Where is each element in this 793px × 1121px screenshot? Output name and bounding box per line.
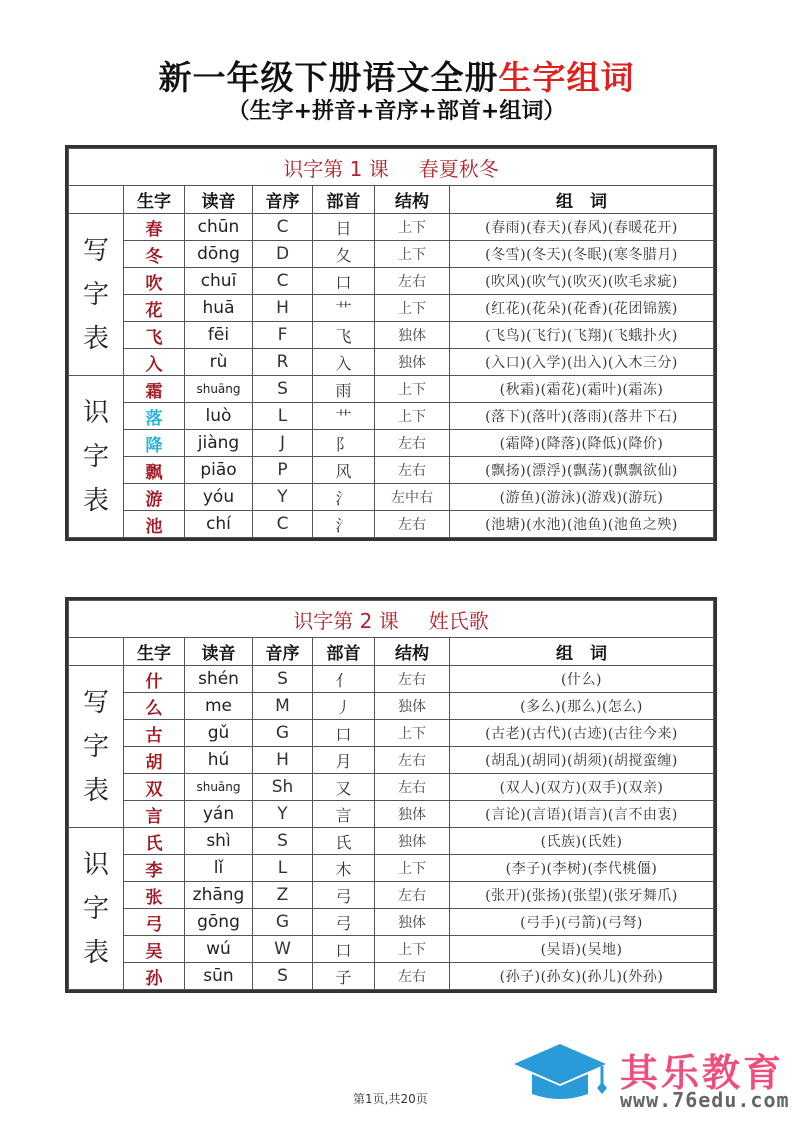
table-row <box>69 295 714 322</box>
character-cell: 吴 <box>124 936 185 963</box>
lesson-title <box>69 149 714 186</box>
table-row <box>69 457 714 484</box>
table-row <box>69 774 714 801</box>
pinyin-cell: chí <box>185 511 253 538</box>
character-cell: 什 <box>124 666 185 693</box>
table-row <box>69 376 714 403</box>
pinyin-cell: gǔ <box>185 720 253 747</box>
character-cell: 霜 <box>124 376 185 403</box>
brand-logo <box>508 1040 788 1110</box>
group-label-char: 表 <box>82 775 109 806</box>
radical-cell: 弓 <box>313 882 375 909</box>
character-cell: 李 <box>124 855 185 882</box>
radical-cell: 口 <box>313 268 375 295</box>
lesson-label: 识字第 2 课 <box>293 608 399 633</box>
sequence-cell: C <box>253 214 313 241</box>
lesson-name: 姓氏歌 <box>428 608 489 633</box>
structure-cell: 左右 <box>375 666 450 693</box>
words-cell: (落下)(落叶)(落雨)(落井下石) <box>450 403 714 430</box>
group-label-char: 字 <box>82 731 109 762</box>
structure-cell: 上下 <box>375 241 450 268</box>
sequence-cell: Y <box>253 484 313 511</box>
structure-cell: 左右 <box>375 882 450 909</box>
structure-cell: 上下 <box>375 376 450 403</box>
radical-cell: 又 <box>313 774 375 801</box>
character-cell: 冬 <box>124 241 185 268</box>
pinyin-cell: huā <box>185 295 253 322</box>
sequence-cell: Y <box>253 801 313 828</box>
sequence-cell: J <box>253 430 313 457</box>
sequence-cell: W <box>253 936 313 963</box>
column-header: 音序 <box>253 186 313 214</box>
words-cell: (氏族)(氏姓) <box>450 828 714 855</box>
group-label <box>69 828 124 990</box>
character-cell: 入 <box>124 349 185 376</box>
pinyin-cell: shuāng <box>185 774 253 801</box>
radical-cell: 言 <box>313 801 375 828</box>
group-label-char: 表 <box>82 937 109 968</box>
character-cell: 氏 <box>124 828 185 855</box>
words-cell: (游鱼)(游泳)(游戏)(游玩) <box>450 484 714 511</box>
sequence-cell: P <box>253 457 313 484</box>
column-header: 部首 <box>313 186 375 214</box>
lesson-title <box>69 601 714 638</box>
words-cell: (红花)(花朵)(花香)(花团锦簇) <box>450 295 714 322</box>
words-cell: (李子)(李树)(李代桃僵) <box>450 855 714 882</box>
sequence-cell: D <box>253 241 313 268</box>
table-row <box>69 882 714 909</box>
pinyin-cell: yán <box>185 801 253 828</box>
words-cell: (池塘)(水池)(池鱼)(池鱼之殃) <box>450 511 714 538</box>
table-row <box>69 855 714 882</box>
column-header: 音序 <box>253 638 313 666</box>
pinyin-cell: shì <box>185 828 253 855</box>
table-row <box>69 747 714 774</box>
radical-cell: 子 <box>313 963 375 990</box>
radical-cell: 氵 <box>313 484 375 511</box>
structure-cell: 左右 <box>375 268 450 295</box>
radical-cell: 雨 <box>313 376 375 403</box>
words-cell: (飞鸟)(飞行)(飞翔)(飞蛾扑火) <box>450 322 714 349</box>
group-header-blank <box>69 638 124 666</box>
radical-cell: 阝 <box>313 430 375 457</box>
sequence-cell: S <box>253 376 313 403</box>
column-header: 读音 <box>185 638 253 666</box>
table-row <box>69 430 714 457</box>
sequence-cell: C <box>253 511 313 538</box>
sequence-cell: G <box>253 909 313 936</box>
pinyin-cell: chūn <box>185 214 253 241</box>
words-cell: (言论)(言语)(语言)(言不由衷) <box>450 801 714 828</box>
words-cell: (春雨)(春天)(春风)(春暖花开) <box>450 214 714 241</box>
lesson-table <box>65 597 717 993</box>
words-cell: (多么)(那么)(怎么) <box>450 693 714 720</box>
radical-cell: 风 <box>313 457 375 484</box>
radical-cell: 弓 <box>313 909 375 936</box>
sequence-cell: S <box>253 666 313 693</box>
sequence-cell: C <box>253 268 313 295</box>
column-header: 组 词 <box>450 638 714 666</box>
column-header: 部首 <box>313 638 375 666</box>
radical-cell: 艹 <box>313 295 375 322</box>
words-cell: (张开)(张扬)(张望)(张牙舞爪) <box>450 882 714 909</box>
structure-cell: 上下 <box>375 214 450 241</box>
table-row <box>69 268 714 295</box>
structure-cell: 上下 <box>375 403 450 430</box>
lesson-label: 识字第 1 课 <box>283 156 389 181</box>
sequence-cell: L <box>253 403 313 430</box>
structure-cell: 独体 <box>375 909 450 936</box>
character-cell: 么 <box>124 693 185 720</box>
column-header: 生字 <box>124 186 185 214</box>
radical-cell: 丿 <box>313 693 375 720</box>
character-cell: 胡 <box>124 747 185 774</box>
structure-cell: 左右 <box>375 457 450 484</box>
table-row <box>69 666 714 693</box>
character-cell: 游 <box>124 484 185 511</box>
pinyin-cell: rù <box>185 349 253 376</box>
structure-cell: 独体 <box>375 693 450 720</box>
table-row <box>69 403 714 430</box>
pinyin-cell: gōng <box>185 909 253 936</box>
table-row <box>69 511 714 538</box>
structure-cell: 上下 <box>375 855 450 882</box>
radical-cell: 日 <box>313 214 375 241</box>
structure-cell: 上下 <box>375 295 450 322</box>
radical-cell: 夂 <box>313 241 375 268</box>
words-cell: (霜降)(降落)(降低)(降价) <box>450 430 714 457</box>
table-row <box>69 693 714 720</box>
words-cell: (孙子)(孙女)(孙儿)(外孙) <box>450 963 714 990</box>
group-label <box>69 214 124 376</box>
graduation-cap-icon <box>508 1040 613 1102</box>
column-header: 结构 <box>375 638 450 666</box>
group-label-char: 字 <box>82 893 109 924</box>
words-cell: (入口)(入学)(出入)(入木三分) <box>450 349 714 376</box>
lesson-name: 春夏秋冬 <box>418 156 499 181</box>
page-title-main: 新一年级下册语文全册 <box>158 58 499 97</box>
group-label-char: 写 <box>82 235 109 266</box>
radical-cell: 氏 <box>313 828 375 855</box>
words-cell: (吴语)(吴地) <box>450 936 714 963</box>
pinyin-cell: zhāng <box>185 882 253 909</box>
column-header: 生字 <box>124 638 185 666</box>
radical-cell: 月 <box>313 747 375 774</box>
character-cell: 吹 <box>124 268 185 295</box>
sequence-cell: F <box>253 322 313 349</box>
table-row <box>69 720 714 747</box>
sequence-cell: G <box>253 720 313 747</box>
words-cell: (吹风)(吹气)(吹灭)(吹毛求疵) <box>450 268 714 295</box>
page-title-highlight: 生字组词 <box>498 58 635 97</box>
structure-cell: 上下 <box>375 720 450 747</box>
group-label-char: 识 <box>82 849 109 880</box>
table-row <box>69 241 714 268</box>
sequence-cell: R <box>253 349 313 376</box>
radical-cell: 入 <box>313 349 375 376</box>
character-cell: 春 <box>124 214 185 241</box>
radical-cell: 口 <box>313 936 375 963</box>
words-cell: (胡乱)(胡同)(胡须)(胡搅蛮缠) <box>450 747 714 774</box>
pinyin-cell: yóu <box>185 484 253 511</box>
table-row <box>69 963 714 990</box>
character-cell: 降 <box>124 430 185 457</box>
sequence-cell: M <box>253 693 313 720</box>
page-subtitle: （生字+拼音+音序+部首+组词） <box>227 99 566 124</box>
character-cell: 飞 <box>124 322 185 349</box>
pinyin-cell: piāo <box>185 457 253 484</box>
sequence-cell: L <box>253 855 313 882</box>
pinyin-cell: fēi <box>185 322 253 349</box>
structure-cell: 左右 <box>375 747 450 774</box>
character-cell: 孙 <box>124 963 185 990</box>
character-cell: 双 <box>124 774 185 801</box>
words-cell: (秋霜)(霜花)(霜叶)(霜冻) <box>450 376 714 403</box>
sequence-cell: S <box>253 828 313 855</box>
column-header: 结构 <box>375 186 450 214</box>
structure-cell: 左中右 <box>375 484 450 511</box>
character-cell: 飘 <box>124 457 185 484</box>
words-cell: (飘扬)(漂浮)(飘荡)(飘飘欲仙) <box>450 457 714 484</box>
group-label-char: 识 <box>82 397 109 428</box>
radical-cell: 氵 <box>313 511 375 538</box>
words-cell: (弓手)(弓箭)(弓弩) <box>450 909 714 936</box>
pinyin-cell: lǐ <box>185 855 253 882</box>
words-cell: (双人)(双方)(双手)(双亲) <box>450 774 714 801</box>
pinyin-cell: shuāng <box>185 376 253 403</box>
pinyin-cell: me <box>185 693 253 720</box>
lesson-table <box>65 145 717 541</box>
sequence-cell: S <box>253 963 313 990</box>
brand-name: 其乐教育 <box>620 1051 785 1095</box>
character-cell: 张 <box>124 882 185 909</box>
table-row <box>69 909 714 936</box>
table-row <box>69 828 714 855</box>
pinyin-cell: chuī <box>185 268 253 295</box>
sequence-cell: H <box>253 747 313 774</box>
words-cell: (古老)(古代)(古迹)(古往今来) <box>450 720 714 747</box>
group-label-char: 字 <box>82 441 109 472</box>
pinyin-cell: wú <box>185 936 253 963</box>
group-label-char: 写 <box>82 687 109 718</box>
group-label-char: 表 <box>82 323 109 354</box>
radical-cell: 木 <box>313 855 375 882</box>
sequence-cell: H <box>253 295 313 322</box>
structure-cell: 左右 <box>375 430 450 457</box>
pinyin-cell: hú <box>185 747 253 774</box>
table-row <box>69 936 714 963</box>
table-row <box>69 322 714 349</box>
character-cell: 弓 <box>124 909 185 936</box>
structure-cell: 上下 <box>375 936 450 963</box>
pinyin-cell: sūn <box>185 963 253 990</box>
column-header: 读音 <box>185 186 253 214</box>
radical-cell: 亻 <box>313 666 375 693</box>
table-row <box>69 214 714 241</box>
page-title <box>0 52 793 99</box>
brand-url: www.76edu.com <box>620 1088 790 1112</box>
radical-cell: 口 <box>313 720 375 747</box>
character-cell: 池 <box>124 511 185 538</box>
column-header: 组 词 <box>450 186 714 214</box>
group-header-blank <box>69 186 124 214</box>
structure-cell: 独体 <box>375 322 450 349</box>
pinyin-cell: luò <box>185 403 253 430</box>
radical-cell: 飞 <box>313 322 375 349</box>
structure-cell: 独体 <box>375 828 450 855</box>
pinyin-cell: shén <box>185 666 253 693</box>
table-row <box>69 801 714 828</box>
character-cell: 古 <box>124 720 185 747</box>
radical-cell: 艹 <box>313 403 375 430</box>
page-counter: 第1页,共20页 <box>353 1092 428 1106</box>
structure-cell: 左右 <box>375 511 450 538</box>
group-label <box>69 666 124 828</box>
structure-cell: 独体 <box>375 349 450 376</box>
character-cell: 花 <box>124 295 185 322</box>
structure-cell: 左右 <box>375 963 450 990</box>
character-cell: 落 <box>124 403 185 430</box>
table-row <box>69 349 714 376</box>
character-cell: 言 <box>124 801 185 828</box>
words-cell: (冬雪)(冬天)(冬眠)(寒冬腊月) <box>450 241 714 268</box>
table-row <box>69 484 714 511</box>
group-label <box>69 376 124 538</box>
words-cell: (什么) <box>450 666 714 693</box>
sequence-cell: Sh <box>253 774 313 801</box>
group-label-char: 字 <box>82 279 109 310</box>
pinyin-cell: jiàng <box>185 430 253 457</box>
group-label-char: 表 <box>82 485 109 516</box>
structure-cell: 左右 <box>375 774 450 801</box>
sequence-cell: Z <box>253 882 313 909</box>
structure-cell: 独体 <box>375 801 450 828</box>
pinyin-cell: dōng <box>185 241 253 268</box>
